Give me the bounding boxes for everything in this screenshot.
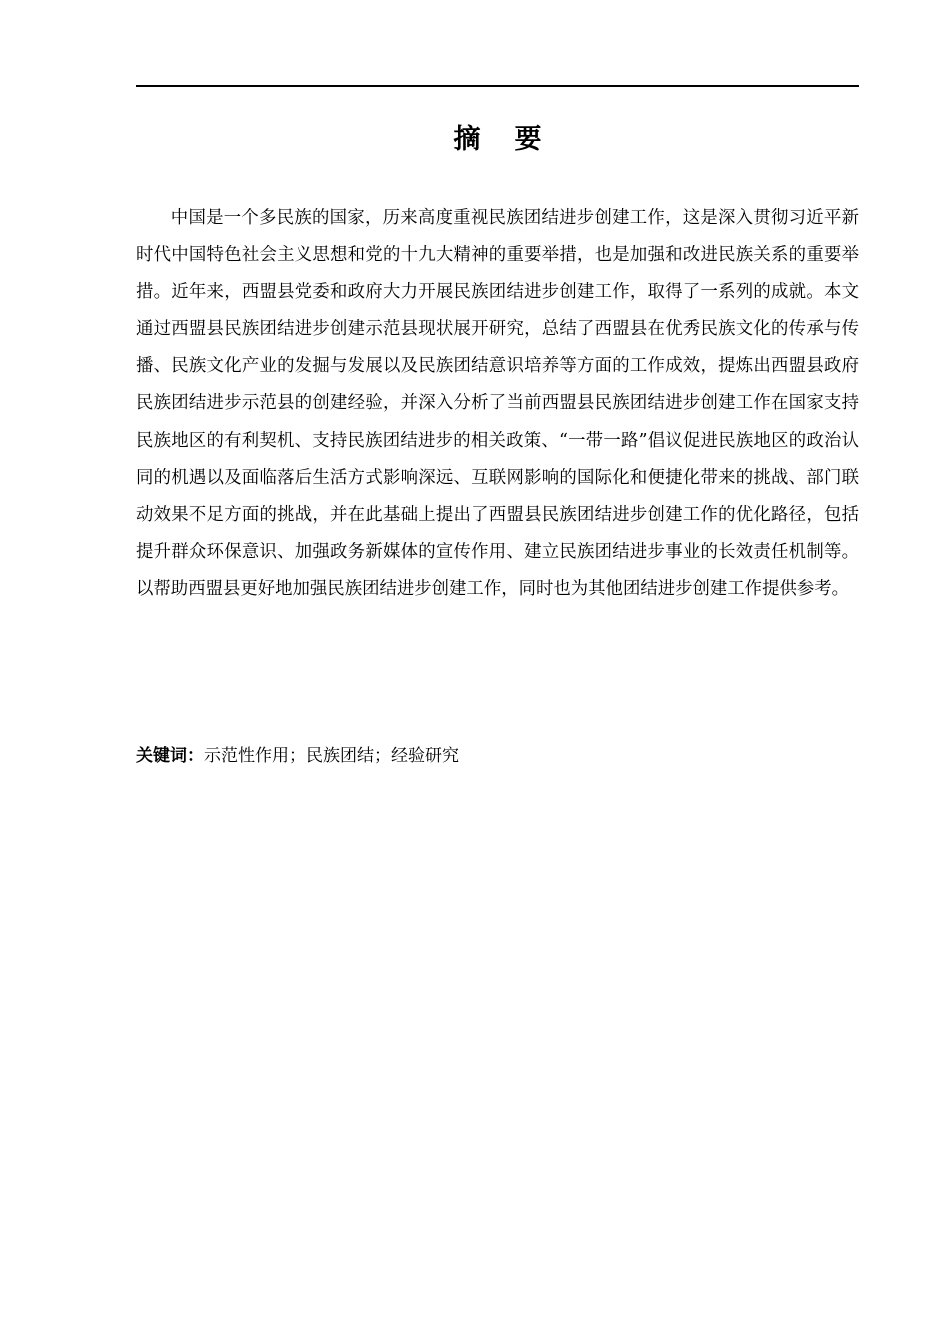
abstract-title <box>136 120 859 160</box>
abstract-body: 中国是一个多民族的国家，历来高度重视民族团结进步创建工作，这是深入贯彻习近平新时代中国特色社会主义思想和党的十九大精神的重要举措，也是加强和改进民族关系的重要举措。近年来，西盟县党委和政府大力开展民族团结进步创建工作，取得了一系列的成就。本文通过西盟县民族团结进步创建示范县现状展开研究，总结了西盟县在优秀民族文化的传承与传播、民族文化产业的发掘与发展以及民族团结意识培养等方面的工作成效，提炼出西盟县政府民族团结进步示范县的创建经验，并深入分析了当前西盟县民族团结进步创建工作在国家支持民族地区的有利契机、支持民族团结进步的相关政策、“一带一路”倡议促进民族地区的政治认同的机遇以及面临落后生活方式影响深远、互联网影响的国际化和便捷化带来的挑战、部门联动效果不足方面的挑战，并在此基础上提出了西盟县民族团结进步创建工作的优化路径，包括提升群众环保意识、加强政务新媒体的宣传作用、建立民族团结进步事业的长效责任机制等。以帮助西盟县更好地加强民族团结进步创建工作，同时也为其他团结进步创建工作提供参考。 <box>136 208 859 599</box>
keywords-label: 关键词： <box>136 746 204 766</box>
keywords-text: 示范性作用；民族团结；经验研究 <box>204 746 459 766</box>
keywords-line <box>136 740 859 772</box>
header-rule <box>136 85 859 87</box>
title-char-1: 摘 <box>453 124 481 155</box>
title-char-2: 要 <box>514 124 542 155</box>
